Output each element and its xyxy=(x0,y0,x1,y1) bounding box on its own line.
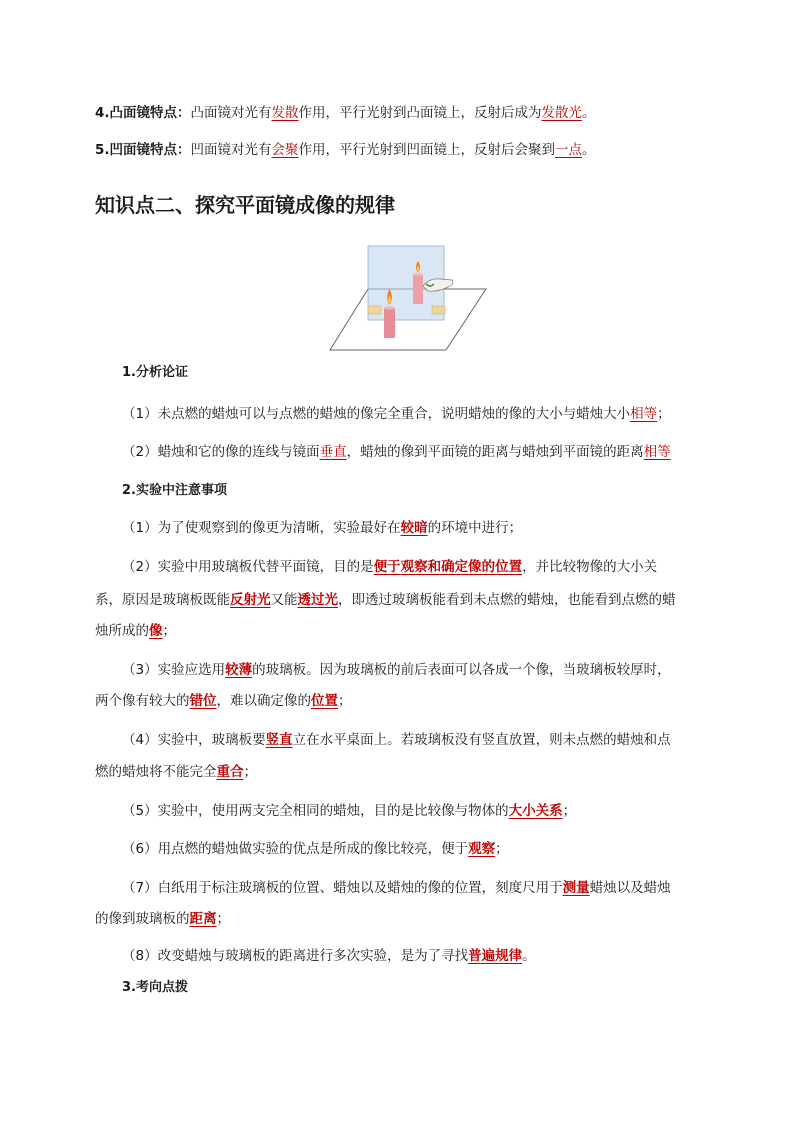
text: 又能 xyxy=(270,592,298,608)
text: （7）白纸用于标注玻璃板的位置、蜡烛以及蜡烛的像的位置，刻度尺用于 xyxy=(122,880,563,896)
answer-blank: 发散 xyxy=(271,105,299,121)
answer-blank: 普遍规律 xyxy=(468,948,523,964)
text: （8）改变蜡烛与玻璃板的距离进行多次实验，是为了寻找 xyxy=(122,948,469,964)
text: （1）为了使观察到的像更为清晰，实验最好在 xyxy=(122,520,401,536)
answer-blank: 相等 xyxy=(643,444,671,460)
answer-blank: 错位 xyxy=(189,693,217,709)
text: （5）实验中，使用两支完全相同的蜡烛，目的是比较像与物体的 xyxy=(122,803,509,819)
note-6 xyxy=(122,839,509,859)
answer-blank: 像 xyxy=(149,623,163,639)
text: 。 xyxy=(582,142,596,158)
answer-blank: 反射光 xyxy=(230,592,271,608)
answer-blank: 距离 xyxy=(189,911,217,927)
note-3-line-1 xyxy=(122,660,671,680)
text: ； xyxy=(338,693,352,709)
answer-blank: 位置 xyxy=(311,693,338,709)
text: 的像到玻璃板的 xyxy=(95,911,190,927)
answer-blank: 便于观察和确定像的位置 xyxy=(373,559,523,575)
analysis-item-1 xyxy=(122,404,671,424)
text: 系，原因是玻璃板既能 xyxy=(95,592,230,608)
answer-blank: 相等 xyxy=(630,406,658,422)
text: 。 xyxy=(522,948,536,964)
text: 的环境中进行； xyxy=(427,520,523,536)
answer-blank: 观察 xyxy=(468,841,496,857)
text: （1）未点燃的蜡烛可以与点燃的蜡烛的像完全重合，说明蜡烛的像的大小与蜡烛大小 xyxy=(122,406,631,422)
text: ； xyxy=(495,841,509,857)
note-4-line-1 xyxy=(122,730,671,750)
text: （6）用点燃的蜡烛做实验的优点是所成的像比较亮，便于 xyxy=(122,841,469,857)
answer-blank: 会聚 xyxy=(271,142,299,158)
answer-blank: 一点 xyxy=(555,142,583,158)
answer-blank: 竖直 xyxy=(265,732,293,748)
note-2-line-3 xyxy=(95,621,176,641)
text: ； xyxy=(562,803,577,819)
text: 作用，平行光射到凹面镜上，反射后会聚到 xyxy=(298,142,556,158)
text: 凹面镜对光有 xyxy=(190,142,272,158)
convex-mirror-line xyxy=(95,103,596,123)
answer-blank: 发散光 xyxy=(541,105,583,121)
section-title: 知识点二、探究平面镜成像的规律 xyxy=(95,193,395,217)
answer-blank: 测量 xyxy=(562,880,590,896)
answer-blank: 垂直 xyxy=(319,444,347,460)
answer-blank: 大小关系 xyxy=(508,803,563,819)
text: 作用，平行光射到凸面镜上，反射后成为 xyxy=(298,105,542,121)
text: ，难以确定像的 xyxy=(216,693,311,709)
text: 蜡烛以及蜡烛 xyxy=(589,880,671,896)
text: （4）实验中，玻璃板要 xyxy=(122,732,266,748)
text: ，即透过玻璃板能看到未点燃的蜡烛，也能看到点燃的蜡 xyxy=(338,592,676,608)
note-2-line-1 xyxy=(122,557,657,577)
text: （3）实验应选用 xyxy=(122,662,226,678)
answer-blank: 较暗 xyxy=(400,520,428,536)
answer-blank: 重合 xyxy=(216,764,244,780)
note-5 xyxy=(122,801,576,821)
analysis-item-2 xyxy=(122,442,671,462)
text: 燃的蜡烛将不能完全 xyxy=(95,764,217,780)
convex-label: 4.凸面镜特点： xyxy=(95,105,191,121)
concave-mirror-line xyxy=(95,140,596,160)
text: 凸面镜对光有 xyxy=(190,105,272,121)
concave-label: 5.凹面镜特点： xyxy=(95,142,191,158)
text: ； xyxy=(216,911,230,927)
text: 烛所成的 xyxy=(95,623,149,639)
note-7-line-2 xyxy=(95,909,230,929)
note-2-line-2 xyxy=(95,590,676,610)
text: ，蜡烛的像到平面镜的距离与蜡烛到平面镜的距离 xyxy=(346,444,644,460)
note-3-line-2 xyxy=(95,691,352,711)
analysis-heading: 1.分析论证 xyxy=(122,365,188,380)
note-8 xyxy=(122,946,536,966)
notes-heading: 2.实验中注意事项 xyxy=(122,483,227,498)
plane-mirror-experiment-figure xyxy=(328,244,488,356)
stand-left xyxy=(368,306,381,314)
note-7-line-1 xyxy=(122,878,671,898)
text: （2）蜡烛和它的像的连线与镜面 xyxy=(122,444,320,460)
stand-right xyxy=(432,306,445,314)
text: ； xyxy=(243,764,257,780)
text: 两个像有较大的 xyxy=(95,693,190,709)
text: （2）实验中用玻璃板代替平面镜，目的是 xyxy=(122,559,374,575)
answer-blank: 透过光 xyxy=(297,592,338,608)
text: 立在水平桌面上。若玻璃板没有竖直放置，则未点燃的蜡烛和点 xyxy=(292,732,671,748)
text: 。 xyxy=(582,105,596,121)
text: ； xyxy=(162,623,176,639)
note-1 xyxy=(122,518,522,538)
text: ； xyxy=(657,406,671,422)
answer-blank: 较薄 xyxy=(225,662,253,678)
text: 的玻璃板。因为玻璃板的前后表面可以各成一个像，当玻璃板较厚时， xyxy=(252,662,671,678)
note-4-line-2 xyxy=(95,762,257,782)
tips-heading: 3.考向点拨 xyxy=(122,980,188,995)
text: ，并比较物像的大小关 xyxy=(522,559,658,575)
